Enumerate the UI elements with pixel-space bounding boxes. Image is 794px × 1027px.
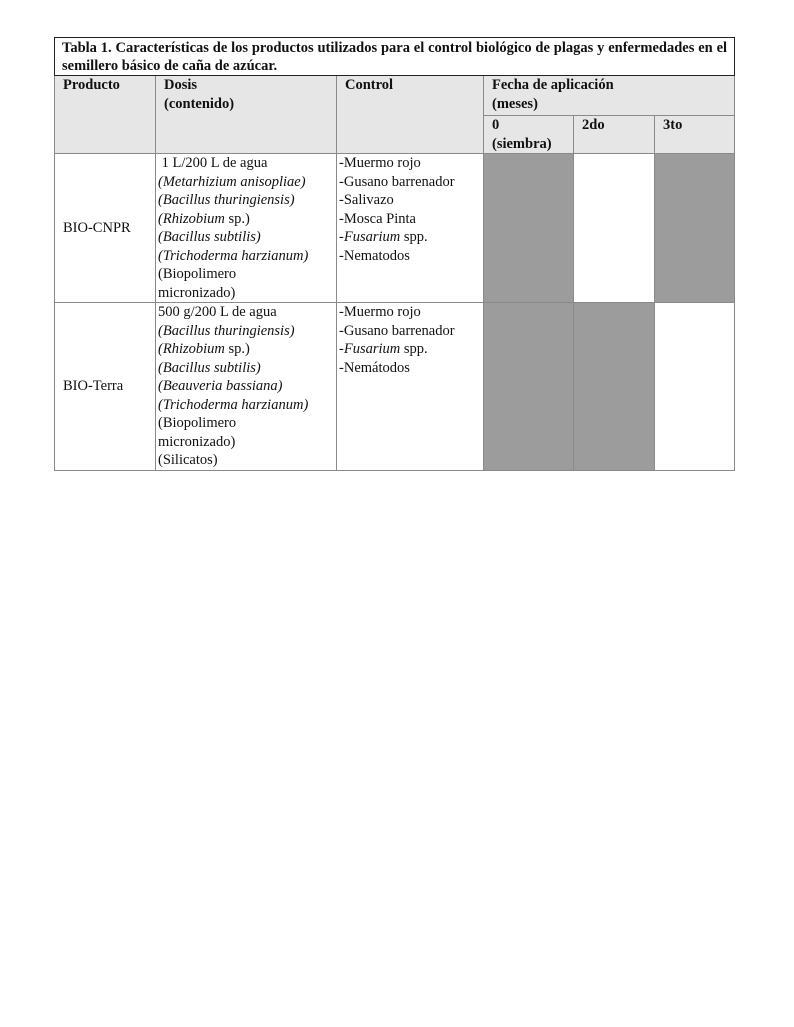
- control-item: -Muermo rojo: [339, 304, 421, 320]
- header-fecha: Fecha de aplicación (meses): [484, 76, 735, 116]
- control-item: -Mosca Pinta: [339, 210, 416, 227]
- dose-cell: [156, 303, 337, 471]
- control-item: -Fusarium spp.: [339, 229, 428, 245]
- organism-item: (Rhizobium sp.): [158, 341, 250, 357]
- additive-item: (Biopolimero: [158, 266, 237, 282]
- organism-item: (Beauveria bassiana): [158, 378, 283, 394]
- header-month-2: 2do: [574, 116, 655, 154]
- application-cell-applied: [655, 154, 735, 303]
- header-month-3: 3to: [655, 116, 735, 154]
- table-caption: Tabla 1. Características de los productos utilizados para el control biológico de plagas y enfermedades en el semillero básico de caña de azúcar.: [55, 38, 735, 76]
- product-name: BIO-CNPR: [55, 154, 156, 303]
- product-name: BIO-Terra: [55, 303, 156, 471]
- header-month-0: 0 (siembra): [484, 116, 574, 154]
- additive-item: (Silicatos): [158, 452, 218, 468]
- additive-item: micronizado): [158, 433, 236, 450]
- dose-amount: 500 g/200 L de agua: [158, 304, 277, 320]
- header-control: Control: [337, 76, 484, 154]
- table-row: [55, 154, 735, 303]
- products-table: [54, 37, 735, 471]
- dose-cell: [156, 154, 337, 303]
- control-item: -Nemátodos: [339, 359, 410, 376]
- control-cell: [337, 154, 484, 303]
- organism-item: (Trichoderma harzianum): [158, 247, 309, 264]
- control-item: -Salivazo: [339, 192, 394, 208]
- application-cell-applied: [484, 303, 574, 471]
- control-cell: [337, 303, 484, 471]
- dose-amount: 1 L/200 L de agua: [158, 155, 268, 171]
- application-cell-applied: [574, 303, 655, 471]
- table-row: [55, 303, 735, 471]
- additive-item: (Biopolimero: [158, 415, 237, 431]
- organism-item: (Rhizobium sp.): [158, 210, 250, 227]
- header-dosis: Dosis (contenido): [156, 76, 337, 154]
- application-cell-empty: [655, 303, 735, 471]
- control-item: -Gusano barrenador: [339, 173, 455, 190]
- organism-item: (Bacillus subtilis): [158, 359, 261, 376]
- application-cell-applied: [484, 154, 574, 303]
- organism-item: (Metarhizium anisopliae): [158, 173, 306, 190]
- organism-item: (Trichoderma harzianum): [158, 396, 309, 413]
- application-cell-empty: [574, 154, 655, 303]
- control-item: -Muermo rojo: [339, 155, 421, 171]
- organism-item: (Bacillus subtilis): [158, 229, 261, 245]
- organism-item: (Bacillus thuringiensis): [158, 322, 295, 339]
- organism-item: (Bacillus thuringiensis): [158, 192, 295, 208]
- control-item: -Fusarium spp.: [339, 341, 428, 357]
- control-item: -Nematodos: [339, 247, 410, 264]
- control-item: -Gusano barrenador: [339, 322, 455, 339]
- additive-item: micronizado): [158, 284, 236, 301]
- header-producto: Producto: [55, 76, 156, 154]
